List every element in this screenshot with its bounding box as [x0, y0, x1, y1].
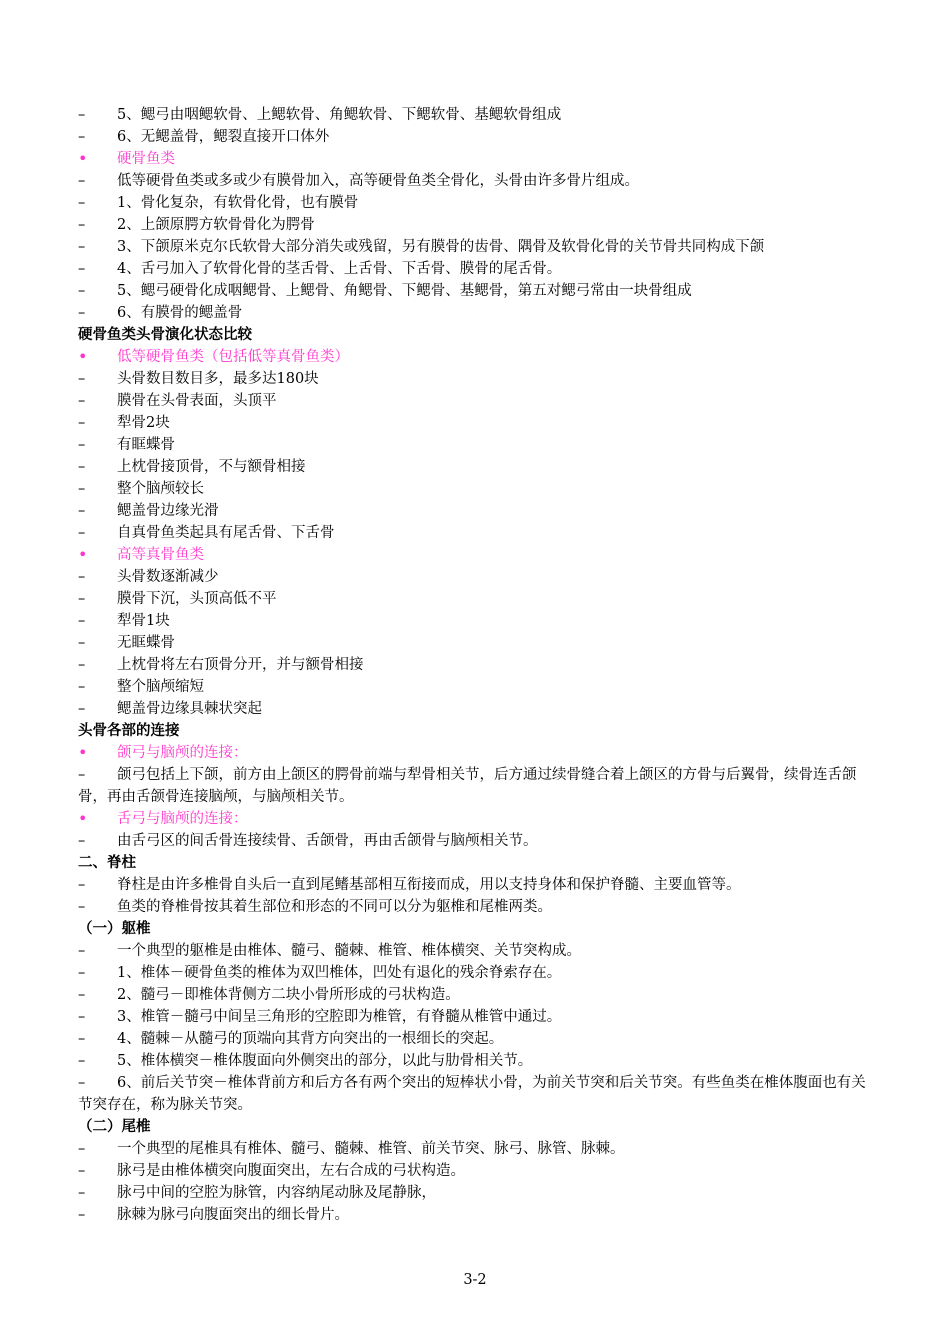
dash-marker: –: [78, 965, 86, 981]
list-item: [78, 654, 878, 676]
dash-marker: –: [78, 591, 86, 607]
item-text: 上枕骨接顶骨，不与额骨相接: [117, 459, 306, 475]
page-number: 3-2: [463, 1272, 487, 1288]
item-text: 无眶蝶骨: [117, 635, 175, 651]
item-text: 高等真骨鱼类: [117, 547, 204, 563]
list-item: [78, 390, 878, 412]
dash-marker: –: [78, 107, 86, 123]
list-item: [78, 632, 878, 654]
list-item: [78, 566, 878, 588]
dash-marker: –: [78, 943, 86, 959]
dash-marker: –: [78, 613, 86, 629]
list-item: [78, 170, 878, 192]
dash-marker: –: [78, 987, 86, 1003]
dash-marker: –: [78, 1031, 86, 1047]
bullet-item: [78, 742, 878, 764]
dash-marker: –: [78, 877, 86, 893]
item-text: 有眶蝶骨: [117, 437, 175, 453]
section-heading: 二、脊柱: [78, 854, 136, 871]
dash-marker: –: [78, 283, 86, 299]
list-item: [78, 500, 878, 522]
dash-marker: –: [78, 701, 86, 717]
list-item: [78, 896, 878, 918]
list-item: [78, 588, 878, 610]
item-text: 自真骨鱼类起具有尾舌骨、下舌骨: [117, 525, 335, 541]
dash-marker: –: [78, 305, 86, 321]
list-item: [78, 214, 878, 236]
dash-marker: –: [78, 217, 86, 233]
dash-marker: –: [78, 525, 86, 541]
section-heading: 硬骨鱼类头骨演化状态比较: [78, 326, 252, 343]
list-item: [78, 940, 878, 962]
item-text: 头骨数目数目多，最多达180块: [117, 371, 319, 387]
item-text: 整个脑颅较长: [117, 481, 204, 497]
list-item: [78, 192, 878, 214]
dash-marker: –: [78, 1075, 86, 1091]
list-item: [78, 1182, 878, 1204]
item-text: 头骨数逐渐减少: [117, 569, 219, 585]
item-text: 1、骨化复杂，有软骨化骨，也有膜骨: [117, 195, 359, 211]
list-item: [78, 984, 878, 1006]
item-text: 低等硬骨鱼类或多或少有膜骨加入，高等硬骨鱼类全骨化，头骨由许多骨片组成。: [117, 173, 639, 189]
bullet-marker: •: [78, 149, 88, 168]
list-item: [78, 368, 878, 390]
bullet-marker: •: [78, 347, 88, 366]
list-item: [78, 610, 878, 632]
dash-marker: –: [78, 1207, 86, 1223]
dash-marker: –: [78, 1053, 86, 1069]
item-text: 6、有膜骨的鳃盖骨: [117, 305, 243, 321]
item-text: 由舌弓区的间舌骨连接续骨、舌颌骨，再由舌颌骨与脑颅相关节。: [117, 833, 538, 849]
bullet-item: [78, 544, 878, 566]
dash-marker: –: [78, 1185, 86, 1201]
dash-marker: –: [78, 833, 86, 849]
dash-marker: –: [78, 481, 86, 497]
item-text: 6、前后关节突－椎体背前方和后方各有两个突出的短棒状小骨，为前关节突和后关节突。有些鱼类在椎体腹面也有关节突存在，称为脉关节突。: [78, 1075, 866, 1113]
document-body: [78, 104, 878, 1226]
list-item: [78, 1072, 878, 1116]
item-text: 膜骨在头骨表面，头顶平: [117, 393, 277, 409]
dash-marker: –: [78, 393, 86, 409]
list-item: [78, 962, 878, 984]
item-text: 6、无鳃盖骨，鳃裂直接开口体外: [117, 129, 330, 145]
bullet-marker: •: [78, 743, 88, 762]
section-heading: （二）尾椎: [78, 1118, 151, 1135]
item-text: 舌弓与脑颅的连接：: [117, 811, 248, 827]
list-item: [78, 764, 878, 808]
item-text: 鱼类的脊椎骨按其着生部位和形态的不同可以分为躯椎和尾椎两类。: [117, 899, 552, 915]
dash-marker: –: [78, 1009, 86, 1025]
item-text: 一个典型的尾椎具有椎体、髓弓、髓棘、椎管、前关节突、脉弓、脉管、脉棘。: [117, 1141, 625, 1157]
item-text: 3、椎管－髓弓中间呈三角形的空腔即为椎管，有脊髓从椎管中通过。: [117, 1009, 562, 1025]
dash-marker: –: [78, 679, 86, 695]
item-text: 低等硬骨鱼类（包括低等真骨鱼类）: [117, 349, 349, 365]
list-item: [78, 698, 878, 720]
list-item: [78, 478, 878, 500]
list-item: [78, 302, 878, 324]
bullet-item: [78, 808, 878, 830]
item-text: 硬骨鱼类: [117, 151, 175, 167]
list-item: [78, 1006, 878, 1028]
item-text: 2、上颌原腭方软骨骨化为腭骨: [117, 217, 315, 233]
dash-marker: –: [78, 1163, 86, 1179]
item-text: 4、髓棘－从髓弓的顶端向其背方向突出的一根细长的突起。: [117, 1031, 504, 1047]
item-text: 5、鳃弓硬骨化成咽鳃骨、上鳃骨、角鳃骨、下鳃骨、基鳃骨，第五对鳃弓常由一块骨组成: [117, 283, 692, 299]
list-item: [78, 434, 878, 456]
list-item: [78, 104, 878, 126]
list-item: [78, 830, 878, 852]
item-text: 一个典型的躯椎是由椎体、髓弓、髓棘、椎管、椎体横突、关节突构成。: [117, 943, 581, 959]
dash-marker: –: [78, 437, 86, 453]
bullet-marker: •: [78, 809, 88, 828]
bullet-item: [78, 346, 878, 368]
list-item: [78, 1160, 878, 1182]
item-text: 颌弓包括上下颌，前方由上颌区的腭骨前端与犁骨相关节，后方通过续骨缝合着上颌区的方骨与后翼骨，续骨连舌颌骨，再由舌颌骨连接脑颅，与脑颅相关节。: [78, 767, 857, 805]
item-text: 脉弓中间的空腔为脉管，内容纳尾动脉及尾静脉，: [117, 1185, 436, 1201]
dash-marker: –: [78, 173, 86, 189]
item-text: 上枕骨将左右顶骨分开，并与额骨相接: [117, 657, 364, 673]
dash-marker: –: [78, 899, 86, 915]
item-text: 5、鳃弓由咽鳃软骨、上鳃软骨、角鳃软骨、下鳃软骨、基鳃软骨组成: [117, 107, 562, 123]
dash-marker: –: [78, 261, 86, 277]
dash-marker: –: [78, 657, 86, 673]
item-text: 膜骨下沉，头顶高低不平: [117, 591, 277, 607]
list-item: [78, 1138, 878, 1160]
item-text: 3、下颌原米克尔氏软骨大部分消失或残留，另有膜骨的齿骨、隅骨及软骨化骨的关节骨共同构成下颌: [117, 239, 765, 255]
bullet-marker: •: [78, 545, 88, 564]
list-item: [78, 1050, 878, 1072]
list-item: [78, 126, 878, 148]
dash-marker: –: [78, 415, 86, 431]
dash-marker: –: [78, 635, 86, 651]
dash-marker: –: [78, 1141, 86, 1157]
dash-marker: –: [78, 195, 86, 211]
dash-marker: –: [78, 239, 86, 255]
dash-marker: –: [78, 767, 86, 783]
item-text: 4、舌弓加入了软骨化骨的茎舌骨、上舌骨、下舌骨、膜骨的尾舌骨。: [117, 261, 562, 277]
dash-marker: –: [78, 371, 86, 387]
item-text: 鳃盖骨边缘具棘状突起: [117, 701, 262, 717]
list-item: [78, 676, 878, 698]
item-text: 1、椎体－硬骨鱼类的椎体为双凹椎体，凹处有退化的残余脊索存在。: [117, 965, 562, 981]
item-text: 脉棘为脉弓向腹面突出的细长骨片。: [117, 1207, 349, 1223]
list-item: [78, 258, 878, 280]
list-item: [78, 1204, 878, 1226]
item-text: 5、椎体横突－椎体腹面向外侧突出的部分，以此与肋骨相关节。: [117, 1053, 533, 1069]
list-item: [78, 1028, 878, 1050]
list-item: [78, 456, 878, 478]
list-item: [78, 874, 878, 896]
item-text: 犁骨1块: [117, 613, 170, 629]
item-text: 鳃盖骨边缘光滑: [117, 503, 219, 519]
section-heading: 头骨各部的连接: [78, 722, 180, 739]
dash-marker: –: [78, 503, 86, 519]
dash-marker: –: [78, 569, 86, 585]
dash-marker: –: [78, 129, 86, 145]
list-item: [78, 412, 878, 434]
dash-marker: –: [78, 459, 86, 475]
item-text: 颌弓与脑颅的连接：: [117, 745, 248, 761]
item-text: 2、髓弓－即椎体背侧方二块小骨所形成的弓状构造。: [117, 987, 460, 1003]
list-item: [78, 236, 878, 258]
item-text: 脉弓是由椎体横突向腹面突出，左右合成的弓状构造。: [117, 1163, 465, 1179]
item-text: 脊柱是由许多椎骨自头后一直到尾鳍基部相互衔接而成，用以支持身体和保护脊髓、主要血管等。: [117, 877, 741, 893]
bullet-item: [78, 148, 878, 170]
list-item: [78, 280, 878, 302]
list-item: [78, 522, 878, 544]
item-text: 整个脑颅缩短: [117, 679, 204, 695]
item-text: 犁骨2块: [117, 415, 170, 431]
section-heading: （一）躯椎: [78, 920, 151, 937]
